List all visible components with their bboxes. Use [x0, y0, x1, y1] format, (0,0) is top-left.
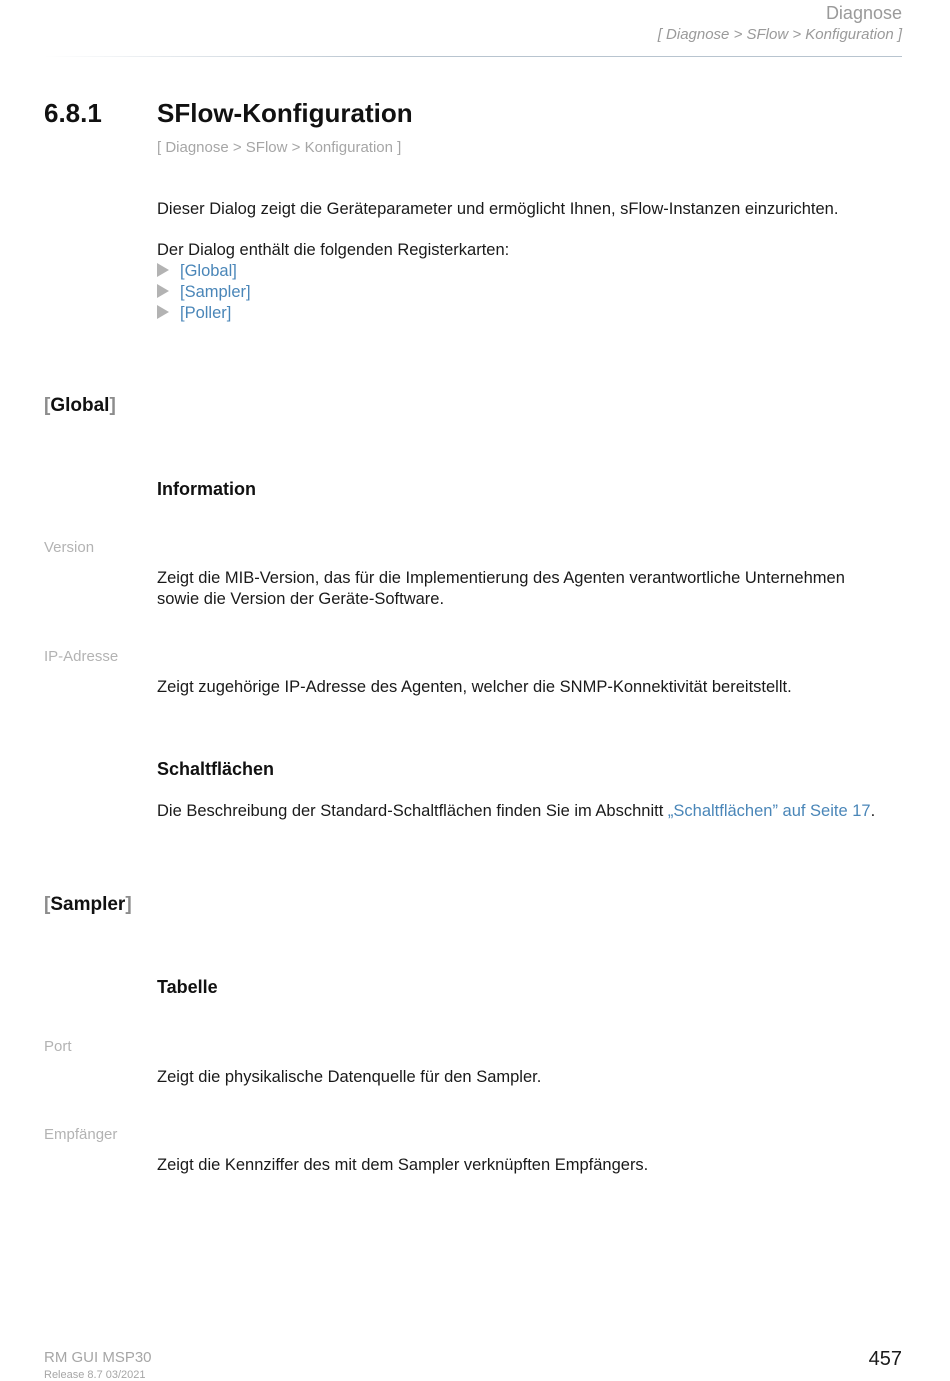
tab-list-item: [157, 303, 231, 324]
param-desc-version-line2: sowie die Version der Geräte-Software.: [157, 590, 445, 608]
running-header-chapter: Diagnose: [825, 3, 902, 23]
bullet-triangle-icon: [157, 284, 169, 298]
running-header-breadcrumb: [ Diagnose > SFlow > Konfiguration ]: [657, 26, 902, 43]
footer-product: RM GUI MSP30: [44, 1349, 152, 1366]
param-desc-receiver: Zeigt die Kennziffer des mit dem Sampler verknüpften Empfängers.: [157, 1156, 649, 1174]
sampler-heading: [Sampler]: [44, 894, 132, 915]
bullet-triangle-icon: [157, 305, 169, 319]
global-heading: [Global]: [44, 395, 116, 416]
buttons-heading: Schaltflächen: [157, 759, 275, 779]
section-title: SFlow-Konfiguration: [157, 98, 413, 128]
tab-link-poller[interactable]: [Poller]: [180, 304, 232, 322]
buttons-reference-link[interactable]: „Schaltflächen” auf Seite 17: [667, 802, 871, 820]
section-breadcrumb: [ Diagnose > SFlow > Konfiguration ]: [157, 139, 402, 156]
intro-paragraph: Dieser Dialog zeigt die Geräteparameter und ermöglicht Ihnen, sFlow-Instanzen einzurichten.: [157, 200, 839, 218]
tab-link-sampler[interactable]: [Sampler]: [180, 283, 251, 301]
page-number: 457: [868, 1348, 902, 1370]
bullet-triangle-icon: [157, 263, 169, 277]
footer-release: Release 8.7 03/2021: [44, 1369, 146, 1381]
param-label-receiver: Empfänger: [44, 1126, 118, 1143]
param-desc-ip-address: Zeigt zugehörige IP-Adresse des Agenten, welcher die SNMP-Konnektivität bereitstellt.: [157, 678, 792, 696]
param-label-ip-address: IP-Adresse: [44, 648, 119, 665]
buttons-paragraph: Die Beschreibung der Standard-Schaltflächen finden Sie im Abschnitt „Schaltflächen” auf Seite 17.: [157, 802, 876, 820]
information-heading: Information: [157, 479, 256, 499]
section-number: 6.8.1: [44, 98, 102, 128]
tab-link-global[interactable]: [Global]: [180, 262, 237, 280]
param-label-version: Version: [44, 539, 95, 556]
tab-list-item: [157, 282, 251, 303]
tabs-intro: Der Dialog enthält die folgenden Registerkarten:: [157, 241, 510, 259]
table-heading: Tabelle: [157, 977, 218, 997]
param-desc-version-line1: Zeigt die MIB-Version, das für die Implementierung des Agenten verantwortliche Unternehmen: [157, 569, 845, 587]
param-label-port: Port: [44, 1038, 72, 1055]
tab-list-item: [157, 261, 237, 282]
header-divider: [44, 56, 902, 57]
param-desc-port: Zeigt die physikalische Datenquelle für den Sampler.: [157, 1068, 542, 1086]
